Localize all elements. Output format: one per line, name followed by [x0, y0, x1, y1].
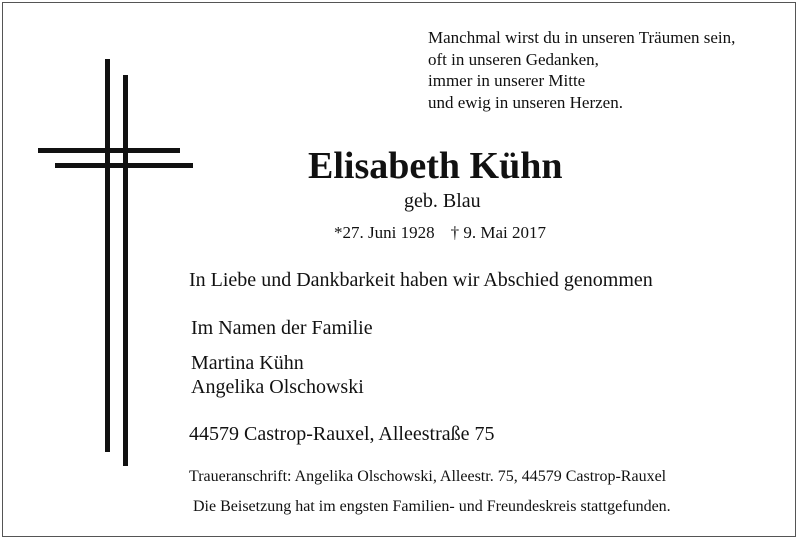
- birth-date: *27. Juni 1928: [334, 223, 435, 242]
- mourning-address: Traueranschrift: Angelika Olschowski, Alleestr. 75, 44579 Castrop-Rauxel: [189, 468, 667, 485]
- family-intro: Im Namen der Familie: [191, 317, 373, 339]
- maiden-name: geb. Blau: [404, 190, 481, 212]
- address: 44579 Castrop-Rauxel, Alleestraße 75: [189, 423, 495, 445]
- obituary-notice: [2, 2, 796, 537]
- poem-line: und ewig in unseren Herzen.: [428, 92, 623, 112]
- death-date: † 9. Mai 2017: [450, 223, 546, 242]
- poem-line: immer in unserer Mitte: [428, 71, 586, 90]
- memorial-poem: [428, 27, 735, 113]
- farewell-text: In Liebe und Dankbarkeit haben wir Abschied genommen: [189, 269, 653, 291]
- poem-line: oft in unseren Gedanken,: [428, 49, 599, 69]
- life-dates: [334, 223, 546, 243]
- family-member: Angelika Olschowski: [191, 376, 364, 398]
- poem-line: Manchmal wirst du in unseren Träumen sein,: [428, 28, 736, 47]
- burial-note: Die Beisetzung hat im engsten Familien- und Freundeskreis stattgefunden.: [193, 498, 671, 515]
- deceased-name: Elisabeth Kühn: [308, 145, 563, 187]
- family-member: Martina Kühn: [191, 352, 304, 374]
